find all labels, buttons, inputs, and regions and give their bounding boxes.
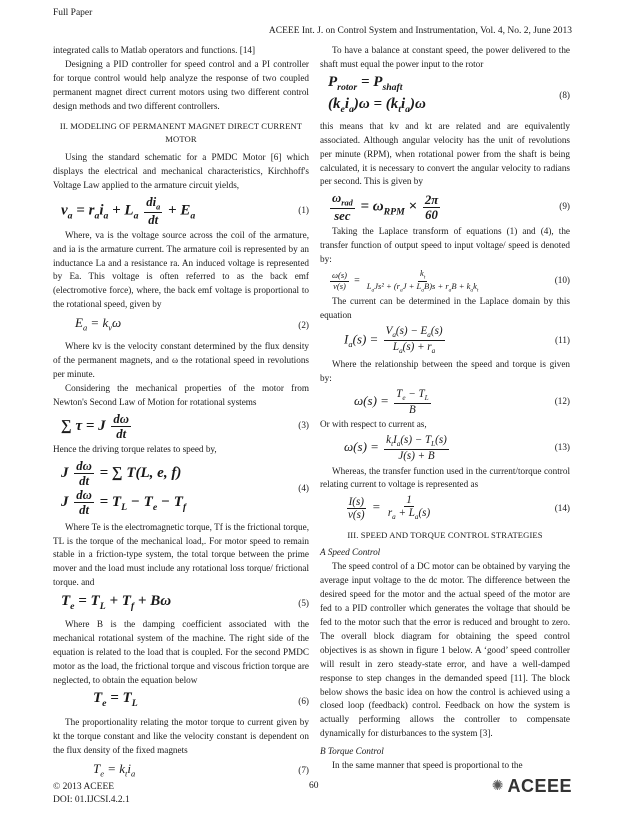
equation-math: $T_e = T_L + T_f + B\omega$ <box>61 592 172 612</box>
equation-4 <box>53 459 309 519</box>
equation-12 <box>320 388 570 416</box>
paragraph: this means that kv and kt are related and are equivalently associated. Although angular velocity has the unit of revolutions per minute (RPM), when rotational power from the shaft is being calculated, it is necessary to convert the angular velocity to radians per second. This is given by <box>320 120 570 187</box>
equation-number: (7) <box>298 765 309 776</box>
paragraph: Where Te is the electromagnetic torque, Tf is the frictional torque, TL is the torque of the mechanical load,. For motor speed to remain stable in a friction-type system, the total torque between the prime mover and the load must include any rotational loss torque/ frictional torque. and <box>53 521 309 588</box>
paragraph: Where, va is the voltage source across the coil of the armature, and ia is the armature current. The armature coil is represented by an inductance La and a resistance ra. An induced voltage is represented by Ea. This voltage is often referred to as the back emf (electromotive force), where, the back emf voltage is proportional to the rotational speed, given by <box>53 229 309 310</box>
equation-math: $T_e = T_L$ <box>93 690 138 710</box>
equation-math: ω(s) = $\frac{k_tI_a(s) - T_L(s)}{J(s) + B}$ <box>344 434 447 463</box>
equation-math: ω(s) = $\frac{T_e - T_L}{B}$ <box>354 388 429 417</box>
paragraph: To have a balance at constant speed, the power delivered to the shaft must equal the power input to the rotor <box>320 45 570 69</box>
equation-number: (8) <box>559 89 570 100</box>
equation-2 <box>53 314 309 338</box>
equation-number: (6) <box>298 695 309 706</box>
subsection-heading: A Speed Control <box>320 547 381 558</box>
equation-number: (10) <box>554 275 570 286</box>
equation-number: (11) <box>555 334 570 345</box>
paragraph: Or with respect to current as, <box>320 419 427 430</box>
page-number: 60 <box>309 781 319 791</box>
paragraph: Where kv is the velocity constant determined by the flux density of the permanent magnets, and ω the rotational speed in revolutions per minute. <box>53 341 309 379</box>
logo-text: ACEEE <box>507 776 572 796</box>
equation-3 <box>53 412 309 441</box>
equation-14 <box>320 494 570 522</box>
paragraph: The proportionality relating the motor torque to current given by kt the torque constant and like the velocity constant is dependent on the flux density of the fixed magnets <box>53 716 309 755</box>
paragraph: The current can be determined in the Laplace domain by this equation <box>320 296 570 321</box>
doi: DOI: 01.IJCSI.4.2.1 <box>53 795 130 805</box>
equation-number: (3) <box>298 420 309 431</box>
equation-number: (5) <box>298 598 309 609</box>
paragraph: Designing a PID controller for speed control and a PI controller for torque control would help analyze the response of two coupled permanent magnet direct current motors using two different control design methods and two different controllers. <box>53 58 309 111</box>
copyright: © 2013 ACEEE <box>53 782 115 792</box>
equation-8 <box>320 74 570 118</box>
equation-math: $E_a = k_v\omega$ <box>75 315 122 334</box>
paragraph: Considering the mechanical properties of the motor from Newton's Second Law of Motion for rotational systems <box>53 382 309 407</box>
right-column <box>320 44 570 773</box>
equation-math: $\frac{I(s)}{v(s)}$ = $\frac{1}{r_a + L_a(s)}$ <box>348 494 431 522</box>
equation-math: $v_a = r_ai_a + L_a$ $\frac{di_a}{dt}$ + $E_a$ <box>61 195 196 227</box>
footer-left <box>53 781 130 807</box>
equation-math: $\frac{\omega_{rad}}{\sec}$ = $\omega_{RPM}$ × $\frac{2\pi}{60}$ <box>332 191 439 223</box>
equation-number: (4) <box>298 482 309 493</box>
section-heading: II. MODELING OF PERMANENT MAGNET DIRECT CURRENT MOTOR <box>59 120 303 145</box>
paragraph: Where the relationship between the speed and torque is given by: <box>320 359 570 384</box>
paragraph: In the same manner that speed is proportional to the <box>332 760 523 771</box>
equation-13 <box>320 434 570 462</box>
equation-number: (1) <box>298 204 309 215</box>
equation-number: (13) <box>554 442 570 453</box>
acee-logo <box>492 776 572 797</box>
journal-citation: ACEEE Int. J. on Control System and Instrumentation, Vol. 4, No. 2, June 2013 <box>268 26 572 36</box>
paragraph: The speed control of a DC motor can be obtained by varying the average input voltage to the dc motor. The difference between the desired speed for the motor and the actual speed of the motor are fed to a PID controller which generates the voltage that should be fed to the motor such that the error is reduced and brought to zero. The overall block diagram for obtaining the speed control objectives is as shown in figure 1 below. A ‘good’ speed controller will result in zero steady-state error, and have a well-damped response to step changes in the demanded speed [11]. The block below shows the basic idea on how the control is achieved using a closed loop (feedback) control. Feedback on how the system is actually performing allows the controller to compensate dynamically for disturbances to the system [3]. <box>320 561 570 739</box>
equation-7 <box>53 759 309 783</box>
equation-5 <box>53 592 309 616</box>
paragraph: integrated calls to Matlab operators and functions. [14] <box>53 45 256 55</box>
paragraph: Hence the driving torque relates to speed by, <box>53 443 217 454</box>
equation-math: $T_e = k_ti_a$ <box>93 760 136 779</box>
paragraph: Using the standard schematic for a PMDC Motor [6] which displays the electrical and mechanical characteristics, Kirchhoff's Voltage Law applied to the armature circuit yields, <box>53 152 309 191</box>
logo-mark-icon: ✺ <box>491 779 504 794</box>
equation-1 <box>53 195 309 227</box>
paragraph: Whereas, the transfer function used in the current/torque control relating current to voltage is represented as <box>320 465 570 490</box>
equation-10 <box>320 269 570 294</box>
equation-number: (14) <box>554 502 570 513</box>
page-label: Full Paper <box>53 8 93 18</box>
equation-9 <box>320 191 570 223</box>
subsection-heading: B Torque Control <box>320 746 384 757</box>
equation-math: ∑ τ = J $\frac{d\omega}{dt}$ <box>61 411 130 441</box>
equation-6 <box>53 690 309 714</box>
equation-math: J $\frac{d\omega}{dt}$ = ∑ T(L, e, f) J $\frac{d\omega}{dt}$ = $T_L - T_e - T_f$ <box>61 458 187 517</box>
equation-math: $P_{rotor} = P_{shaft}$ $(k_ei_a)\omega = (k_ti_a)\omega$ <box>328 73 426 115</box>
equation-number: (2) <box>298 320 309 331</box>
section-heading: III. SPEED AND TORQUE CONTROL STRATEGIES <box>347 529 543 540</box>
paragraph: Taking the Laplace transform of equations (1) and (4), the transfer function of output speed to input voltage/ speed is denoted by: <box>320 226 570 264</box>
equation-math: $\frac{\omega(s)}{v(s)}$ = $\frac{k_t}{L_aJs^2 + (r_aJ + L_aB)s + r_aB + k_ak_t}$ <box>332 267 479 294</box>
left-column <box>53 44 309 785</box>
equation-number: (9) <box>559 201 570 212</box>
equation-math: $I_a(s)$ = $\frac{V_a(s) - E_a(s)}{L_a(s) + r_a}$ <box>344 325 443 356</box>
paragraph: Where B is the damping coefficient associated with the mechanical rotational system of the machine. The right side of the equation is related to the load that is coupled. For the second PMDC motor as the load, the frictional torque and viscous friction torque are neglected, to obtain the equation below <box>53 619 309 685</box>
equation-11 <box>320 325 570 356</box>
equation-number: (12) <box>554 396 570 407</box>
